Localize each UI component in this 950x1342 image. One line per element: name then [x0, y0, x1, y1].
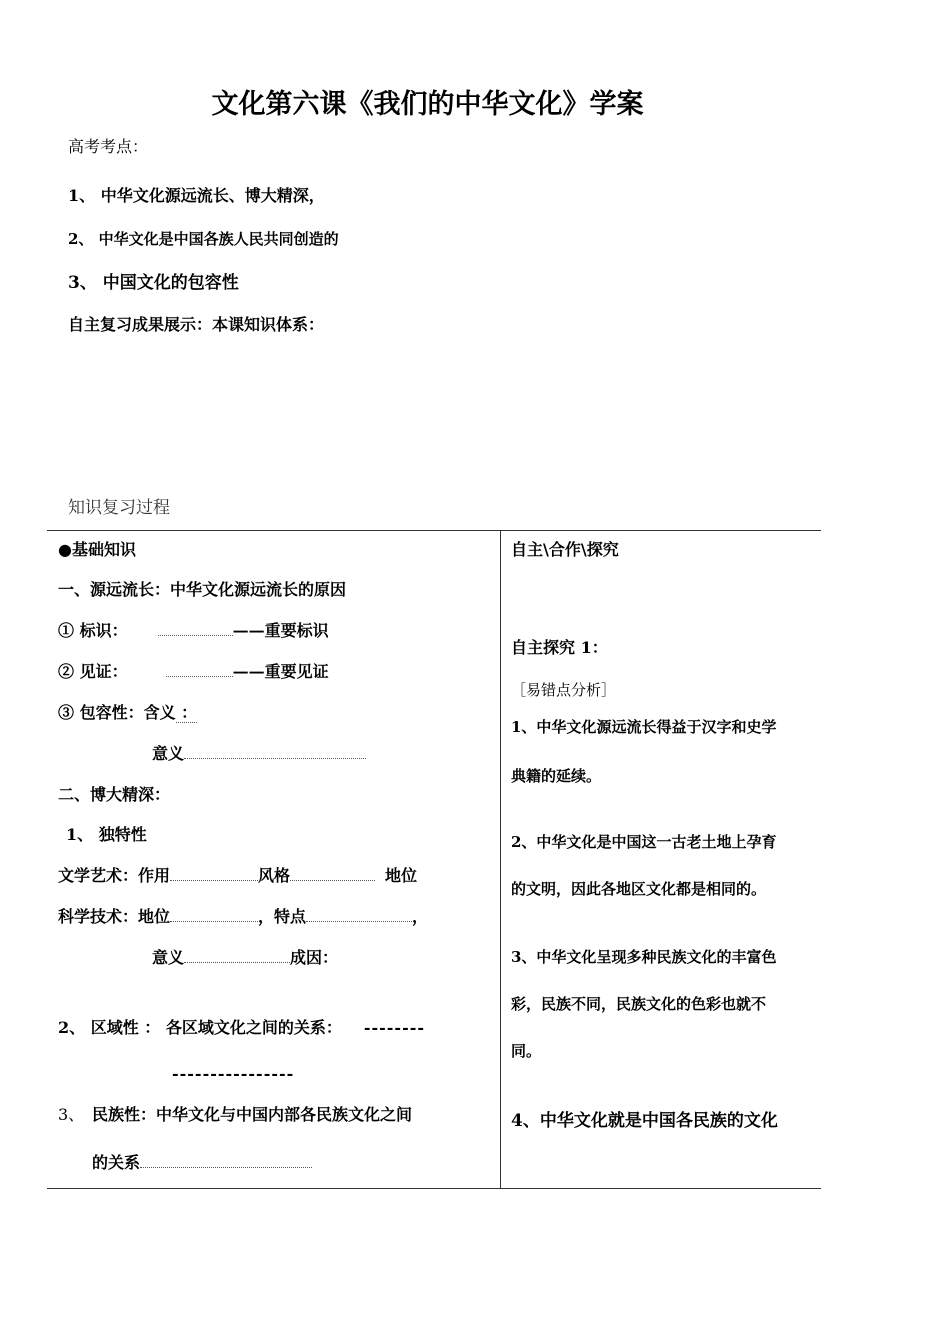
uniqueness-title: 1、 独特性 [66, 825, 147, 844]
self-review-heading: 自主复习成果展示：本课知识体系： [68, 315, 325, 334]
table-column-divider [500, 530, 501, 1188]
section-2-title: 二、博大精深： [58, 785, 171, 804]
science-meaning-blank[interactable] [184, 948, 290, 963]
ethnic-relation-blank[interactable] [140, 1153, 312, 1168]
literature-style-label: 风格 [258, 866, 291, 885]
science-comma: ， [412, 907, 429, 926]
inclusiveness-row [58, 700, 197, 723]
section-1-title: 一、源远流长：中华文化源远流长的原因 [58, 580, 347, 599]
witness-suffix: ——重要见证 [232, 662, 329, 681]
science-row [58, 904, 428, 927]
science-label: 科学技术：地位 [58, 907, 171, 926]
exam-point-2: 2、 中华文化是中国各族人民共同创造的 [68, 230, 339, 248]
regional-dash-blank[interactable]: -------- [363, 1018, 425, 1037]
science-status-blank[interactable] [170, 907, 258, 922]
mark-blank[interactable] [158, 621, 233, 636]
science-feature-label: ，特点 [258, 907, 307, 926]
significance-label: 意义 [152, 744, 185, 763]
inclusiveness-label: ③ 包容性：含义 [58, 703, 176, 722]
literature-row [58, 863, 417, 886]
ethnic-number: 3、 [58, 1105, 85, 1124]
mistake-item-3-line-3: 同。 [511, 1042, 542, 1060]
literature-style-blank[interactable] [290, 866, 375, 881]
regional-row [58, 1015, 425, 1038]
mark-label: ① 标识： [58, 621, 128, 640]
science-feature-blank[interactable] [306, 907, 412, 922]
inclusiveness-colon: ： [181, 703, 198, 722]
basic-knowledge-heading: ●基础知识 [58, 540, 136, 559]
process-label: 知识复习过程 [68, 498, 170, 518]
table-top-border [47, 530, 821, 531]
ethnic-title: 民族性：中华文化与中国内部各民族文化之间 [92, 1105, 413, 1124]
ethnic-relation-label: 的关系 [92, 1153, 141, 1172]
exam-point-3: 3、 中国文化的包容性 [68, 273, 239, 293]
literature-label: 文学艺术：作用 [58, 866, 171, 885]
mistake-item-4: 4、中华文化就是中国各民族的文化 [511, 1111, 778, 1131]
witness-blank[interactable] [166, 662, 233, 677]
mistake-item-3-line-2: 彩，民族不同，民族文化的色彩也就不 [511, 995, 767, 1013]
mistake-item-2-line-1: 2、中华文化是中国这一古老土地上孕育 [511, 833, 777, 851]
literature-function-blank[interactable] [170, 866, 258, 881]
inclusiveness-meaning-blank[interactable] [176, 703, 198, 723]
exam-points-label: 高考考点： [68, 137, 149, 156]
explore-column-heading: 自主\合作\探究 [511, 540, 619, 559]
witness-row [58, 659, 329, 682]
literature-status-label: 地位 [385, 866, 418, 885]
table-bottom-border [47, 1188, 821, 1189]
self-explore-title: 自主探究 1： [511, 638, 608, 657]
mistake-item-1-line-1: 1、中华文化源远流长得益于汉字和史学 [511, 718, 777, 736]
inclusiveness-significance-row [152, 741, 366, 764]
science-cause-label: 成因： [290, 948, 339, 967]
regional-text: 2、 区域性 ： 各区域文化之间的关系： [58, 1018, 342, 1037]
page-title: 文化第六课《我们的中华文化》学案 [211, 89, 644, 120]
mark-suffix: ——重要标识 [232, 621, 329, 640]
mark-row [58, 618, 329, 641]
ethnic-relation-row [92, 1150, 312, 1173]
science-meaning-row [152, 945, 338, 968]
significance-blank[interactable] [184, 744, 366, 759]
mistake-item-1-line-2: 典籍的延续。 [511, 767, 602, 785]
exam-point-1: 1、 中华文化源远流长、博大精深， [68, 186, 325, 205]
science-meaning-label: 意义 [152, 948, 185, 967]
mistake-item-2-line-2: 的文明，因此各地区文化都是相同的。 [511, 880, 767, 898]
mistake-item-3-line-1: 3、中华文化呈现多种民族文化的丰富色 [511, 948, 777, 966]
regional-dash-blank-2[interactable]: ---------------- [172, 1064, 295, 1083]
mistake-analysis-label: ［易错点分析］ [511, 681, 617, 699]
witness-label: ② 见证： [58, 662, 128, 681]
